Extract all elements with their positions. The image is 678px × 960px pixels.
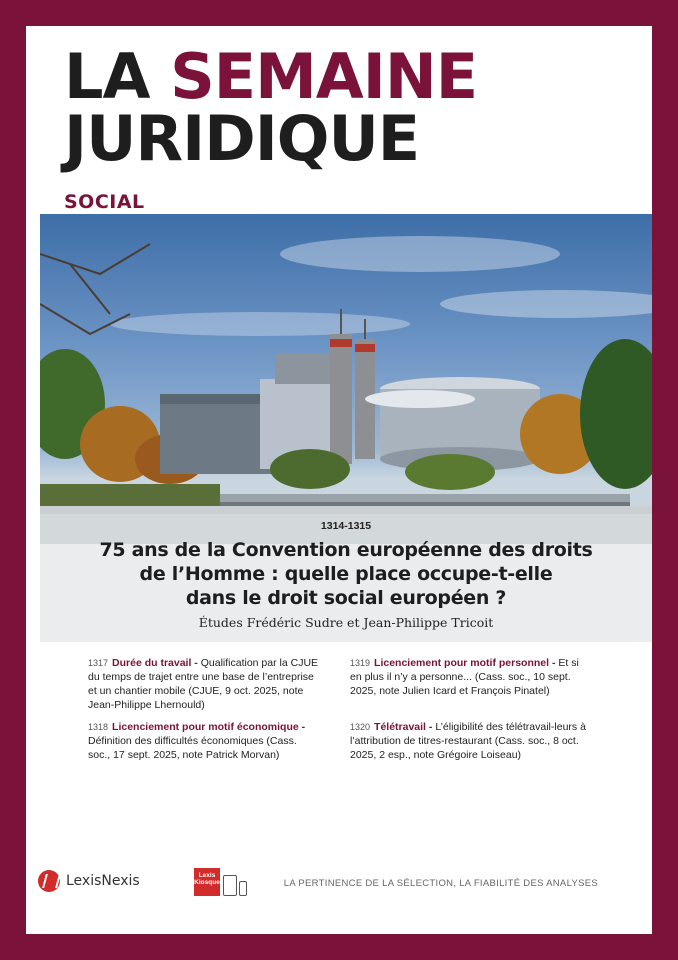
article-summary: Et si en plus il n’y a personne... (Cass. soc., 10 sept. 2025, note Julien Icard et François Pinatel)	[350, 657, 579, 697]
cover-story-ref: 1314-1315	[320, 520, 372, 532]
cover-title-line: de l’Homme : quelle place occupe-t-elle	[139, 563, 553, 585]
article-topic: Télétravail -	[374, 721, 433, 733]
tablet-icon	[223, 875, 237, 896]
article-summary: Définition des difficultés économiques (Cass. soc., 17 sept. 2025, note Patrick Morvan)	[88, 735, 297, 761]
publisher-logo[interactable]	[38, 870, 140, 892]
article-number: 1319	[350, 658, 371, 668]
article-item[interactable]	[350, 720, 598, 762]
article-number: 1317	[88, 658, 109, 668]
masthead-semaine: SEMAINE	[170, 40, 478, 113]
footer	[38, 868, 598, 896]
phone-icon	[239, 881, 247, 896]
cover-story	[40, 520, 652, 642]
article-number: 1320	[350, 722, 371, 732]
masthead-la: LA	[64, 40, 150, 113]
tagline: LA PERTINENCE DE LA SÉLECTION, LA FIABILITÉ DES ANALYSES	[283, 878, 598, 889]
article-number: 1318	[88, 722, 109, 732]
article-item[interactable]	[350, 656, 590, 698]
masthead-juridique: JURIDIQUE	[64, 102, 420, 175]
masthead-line-1	[64, 40, 478, 113]
article-topic: Durée du travail -	[112, 657, 198, 669]
masthead	[64, 40, 478, 175]
article-topic: Licenciement pour motif économique -	[112, 721, 306, 733]
cover-title-line: dans le droit social européen ?	[185, 587, 507, 609]
article-item[interactable]	[88, 720, 320, 762]
cover-story-title	[40, 538, 652, 610]
publisher-name: LexisNexis	[66, 873, 140, 889]
article-topic: Licenciement pour motif personnel -	[374, 657, 556, 669]
kiosque-label: Lexis Kiosque	[194, 868, 220, 896]
article-summary: L’éligibilité des télétravail-leurs à l’attribution de titres-restaurant (Cass. soc., 8 oct. 2025, 2 esp., note Grégoire Loiseau)	[350, 721, 586, 761]
section-title: SOCIAL	[64, 191, 145, 213]
cover-story-authors: Études Frédéric Sudre et Jean-Philippe Tricoit	[198, 615, 494, 630]
lexisnexis-logo-icon	[38, 870, 60, 892]
cover-title-line: 75 ans de la Convention européenne des droits	[99, 539, 593, 561]
article-item[interactable]	[88, 656, 320, 712]
article-summary: Qualification par la CJUE du temps de trajet entre une base de l’entreprise et un chantier mobile (CJUE, 9 oct. 2025, note Jean-Philippe Lhernould)	[88, 657, 319, 711]
kiosque-badge[interactable]	[194, 868, 247, 896]
